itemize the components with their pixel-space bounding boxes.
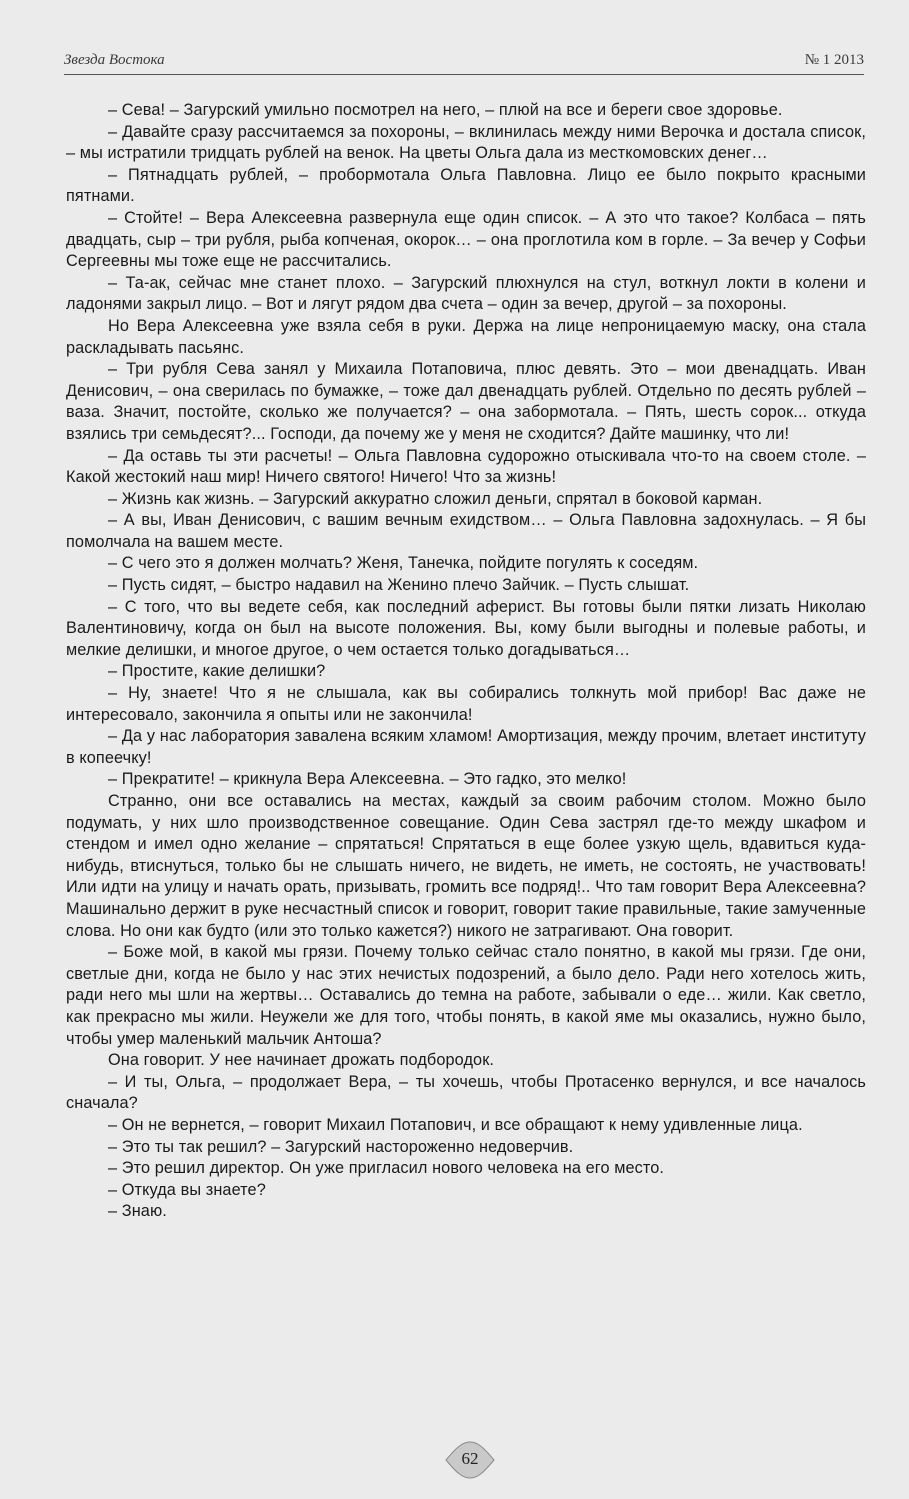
paragraph: – Это ты так решил? – Загурский настороженно недоверчив. [108, 1137, 574, 1156]
paragraph: – Стойте! – Вера Алексеевна развернула еще один список. – А это что такое? Колбаса – пять двадцать, сыр – три рубля, рыба копченая, окорок… – она проглотила ком в горле. – За вечер у Софьи Сергеевны мы тоже еще не рассчитались. [66, 208, 866, 271]
paragraph: – Да у нас лаборатория завалена всяким хламом! Амортизация, между прочим, влетает институту в копеечку! [66, 727, 866, 767]
paragraph: – Жизнь как жизнь. – Загурский аккуратно сложил деньги, спрятал в боковой карман. [108, 489, 763, 508]
running-header [64, 52, 864, 75]
paragraph: Но Вера Алексеевна уже взяла себя в руки. Держа на лице непроницаемую маску, она стала раскладывать пасьянс. [66, 316, 866, 357]
paragraph: – Ну, знаете! Что я не слышала, как вы собирались толкнуть мой прибор! Вас даже не интересовало, закончила я опыты или не закончила! [66, 684, 866, 724]
paragraph: – Три рубля Сева занял у Михаила Потаповича, плюс девять. Это – мои двенадцать. Иван Денисович, – она сверилась по бумажке, – тоже дал двенадцать рублей. Отдельно по десять рублей – ваза. Значит, постойте, сколько же получается? – она забормотала. – Пять, шесть сорок... откуда взялись три семьдесят?... Господи, да почему же у меня не сходится? Дайте машинку, что ли! [66, 360, 866, 443]
paragraph: – Давайте сразу рассчитаемся за похороны, – вклинилась между ними Верочка и достала список, – мы истратили тридцать рублей на венок. На цветы Ольга дала из месткомовских денег… [66, 122, 866, 163]
paragraph: – С чего это я должен молчать? Женя, Танечка, пойдите погулять к соседям. [108, 554, 699, 573]
paragraph: – Знаю. [108, 1202, 167, 1221]
paragraph: Она говорит. У нее начинает дрожать подбородок. [108, 1051, 495, 1070]
paragraph: – Прекратите! – крикнула Вера Алексеевна. – Это гадко, это мелко! [108, 770, 627, 789]
paragraph: – Пусть сидят, – быстро надавил на Женино плечо Зайчик. – Пусть слышат. [108, 576, 690, 595]
paragraph: – А вы, Иван Денисович, с вашим вечным ехидством… – Ольга Павловна задохнулась. – Я бы помолчала на вашем месте. [66, 511, 866, 551]
paragraph: – Та-ак, сейчас мне станет плохо. – Загурский плюхнулся на стул, воткнул локти в колени и ладонями закрыл лицо. – Вот и лягут рядом два счета – один за вечер, другой – за похороны. [66, 273, 866, 314]
page-number: 62 [461, 1449, 479, 1468]
paragraph: – Откуда вы знаете? [108, 1180, 266, 1199]
paragraph: – Он не вернется, – говорит Михаил Потапович, и все обращают к нему удивленные лица. [108, 1115, 803, 1134]
paragraph: – С того, что вы ведете себя, как последний аферист. Вы готовы были пятки лизать Николаю Валентиновичу, когда он был на высоте положения. Вы, кому были выгодны и полевые работы, и мелкие делишки, и многое другое, о чем остается только догадываться… [66, 597, 866, 659]
article-body [66, 100, 866, 1223]
paragraph: – Боже мой, в какой мы грязи. Почему только сейчас стало понятно, в какой мы грязи. Где они, светлые дни, когда не было у нас этих нечистых подозрений, а было дело. Ради него хотелось жить, ради него мы шли на жертвы… Оставались до темна на работе, забывали о еде… жили. Как светло, как прекрасно мы жили. Неужели же для того, чтобы понять, в какой яме мы оказались, нужно было, чтобы умер маленький мальчик Антоша? [66, 943, 866, 1048]
paragraph: – Сева! – Загурский умильно посмотрел на него, – плюй на все и береги свое здоровье. [108, 101, 783, 119]
page-number-badge [444, 1440, 496, 1480]
paragraph: Странно, они все оставались на местах, каждый за своим рабочим столом. Можно было подумать, у них шло производственное совещание. Один Сева застрял где-то между шкафом и стендом и имел одно желание – спрятаться! Спрятаться в еще более узкую щель, вдавиться куда-нибудь, втиснуться, только бы не слышать ничего, не видеть, не иметь, не состоять, не участвовать! Или идти на улицу и начать орать, призывать, громить все подряд!.. Что там говорит Вера Алексеевна? Машинально держит в руке несчастный список и говорит, говорит такие правильные, такие замученные слова. Но они как будто (или это только кажется?) никого не затрагивают. Она говорит. [66, 792, 866, 940]
journal-title: Звезда Востока [64, 52, 165, 68]
paragraph: – Пятнадцать рублей, – пробормотала Ольга Павловна. Лицо ее было покрыто красными пятнами. [66, 165, 866, 206]
paragraph: – Да оставь ты эти расчеты! – Ольга Павловна судорожно отыскивала что-то на своем столе. – Какой жестокий наш мир! Ничего святого! Ничего! Что за жизнь! [66, 446, 866, 487]
paragraph: – И ты, Ольга, – продолжает Вера, – ты хочешь, чтобы Протасенко вернулся, и все началось сначала? [66, 1072, 866, 1113]
paragraph: – Это решил директор. Он уже пригласил нового человека на его место. [108, 1159, 665, 1178]
issue-number: № 1 2013 [804, 52, 864, 68]
paragraph: – Простите, какие делишки? [108, 662, 326, 681]
